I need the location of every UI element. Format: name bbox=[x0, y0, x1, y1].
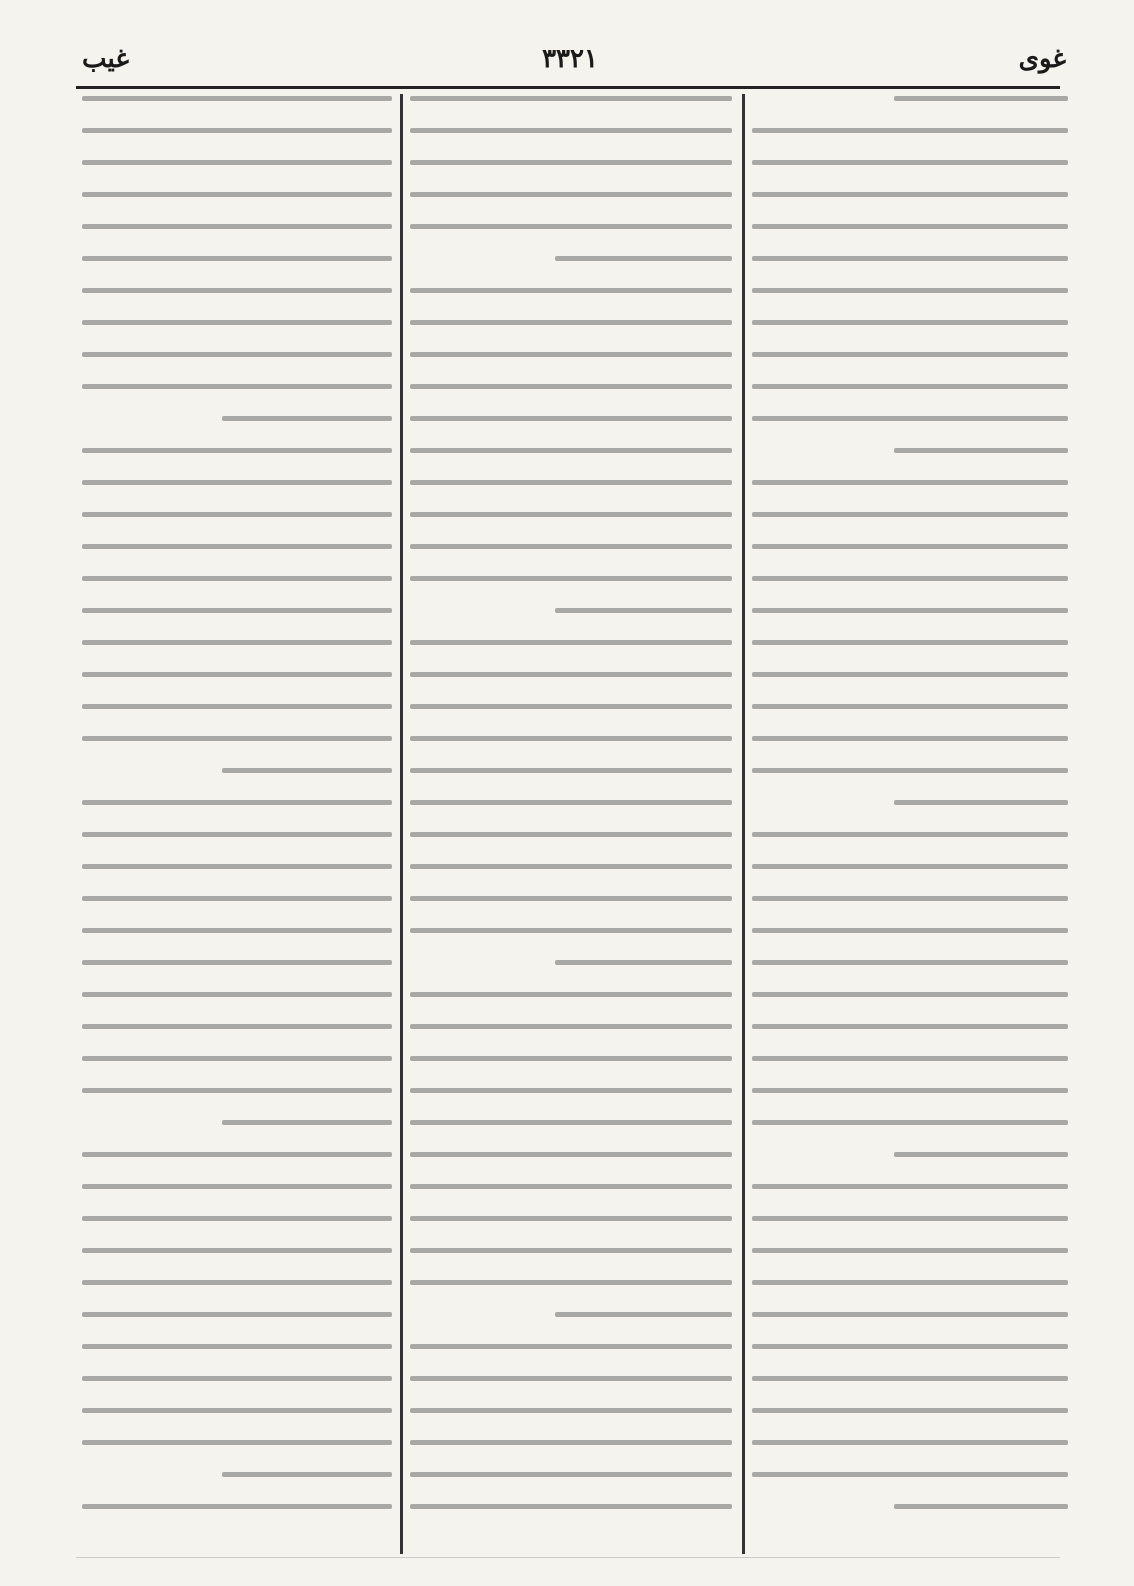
text-line bbox=[410, 1344, 732, 1349]
text-line bbox=[752, 1024, 1068, 1029]
text-line bbox=[82, 192, 392, 197]
text-line bbox=[82, 992, 392, 997]
text-line bbox=[82, 928, 392, 933]
text-line bbox=[410, 352, 732, 357]
text-line bbox=[82, 1376, 392, 1381]
text-line bbox=[410, 128, 732, 133]
text-line bbox=[752, 512, 1068, 517]
text-line bbox=[82, 672, 392, 677]
text-line bbox=[410, 1408, 732, 1413]
text-line bbox=[894, 448, 1068, 453]
text-line bbox=[752, 576, 1068, 581]
text-line bbox=[410, 736, 732, 741]
text-line bbox=[82, 800, 392, 805]
text-line bbox=[82, 352, 392, 357]
text-line bbox=[82, 224, 392, 229]
text-line bbox=[752, 352, 1068, 357]
text-line bbox=[752, 704, 1068, 709]
text-line bbox=[410, 544, 732, 549]
text-line bbox=[410, 1120, 732, 1125]
text-line bbox=[752, 992, 1068, 997]
text-line bbox=[82, 1440, 392, 1445]
text-line bbox=[410, 1184, 732, 1189]
text-line bbox=[752, 224, 1068, 229]
text-line bbox=[82, 704, 392, 709]
text-line bbox=[82, 1312, 392, 1317]
text-line bbox=[410, 192, 732, 197]
text-line bbox=[82, 1056, 392, 1061]
header-entry-right: غوى bbox=[1018, 44, 1066, 74]
text-line bbox=[555, 608, 732, 613]
text-line bbox=[410, 672, 732, 677]
page-number: ٣٣٢١ bbox=[542, 44, 598, 74]
text-line bbox=[410, 96, 732, 101]
text-line bbox=[410, 640, 732, 645]
text-line bbox=[410, 1472, 732, 1477]
text-line bbox=[752, 608, 1068, 613]
text-line bbox=[752, 1344, 1068, 1349]
text-line bbox=[410, 1440, 732, 1445]
text-line bbox=[752, 736, 1068, 741]
text-line bbox=[410, 320, 732, 325]
text-line bbox=[410, 1248, 732, 1253]
text-line bbox=[222, 768, 393, 773]
text-line bbox=[82, 864, 392, 869]
text-line bbox=[752, 480, 1068, 485]
text-line bbox=[752, 1120, 1068, 1125]
text-line bbox=[410, 800, 732, 805]
text-line bbox=[82, 832, 392, 837]
text-line bbox=[82, 736, 392, 741]
text-line bbox=[410, 1216, 732, 1221]
text-line bbox=[82, 1280, 392, 1285]
text-line bbox=[410, 576, 732, 581]
text-line bbox=[410, 832, 732, 837]
text-line bbox=[410, 448, 732, 453]
text-line bbox=[82, 480, 392, 485]
text-line bbox=[410, 768, 732, 773]
text-line bbox=[752, 544, 1068, 549]
text-line bbox=[410, 1024, 732, 1029]
text-line bbox=[82, 448, 392, 453]
text-line bbox=[752, 960, 1068, 965]
text-line bbox=[410, 992, 732, 997]
text-line bbox=[410, 224, 732, 229]
text-line bbox=[555, 256, 732, 261]
text-line bbox=[752, 640, 1068, 645]
text-line bbox=[410, 480, 732, 485]
text-line bbox=[752, 416, 1068, 421]
text-line bbox=[410, 1056, 732, 1061]
text-line bbox=[894, 96, 1068, 101]
text-line bbox=[752, 384, 1068, 389]
text-line bbox=[410, 896, 732, 901]
text-line bbox=[82, 544, 392, 549]
text-line bbox=[752, 256, 1068, 261]
text-line bbox=[82, 256, 392, 261]
text-line bbox=[752, 1312, 1068, 1317]
text-line bbox=[82, 288, 392, 293]
text-line bbox=[82, 1024, 392, 1029]
text-line bbox=[410, 512, 732, 517]
text-line bbox=[410, 1280, 732, 1285]
text-line bbox=[410, 288, 732, 293]
text-line bbox=[82, 608, 392, 613]
text-line bbox=[752, 320, 1068, 325]
text-line bbox=[82, 96, 392, 101]
text-line bbox=[410, 1504, 732, 1509]
text-line bbox=[410, 704, 732, 709]
text-line bbox=[82, 1184, 392, 1189]
text-line bbox=[752, 128, 1068, 133]
text-line bbox=[82, 640, 392, 645]
text-line bbox=[222, 1472, 393, 1477]
text-line bbox=[410, 1152, 732, 1157]
text-line bbox=[82, 1248, 392, 1253]
text-line bbox=[752, 1472, 1068, 1477]
text-line bbox=[410, 384, 732, 389]
column-divider-right bbox=[742, 94, 745, 1554]
text-column-left bbox=[82, 96, 392, 1546]
text-line bbox=[82, 1088, 392, 1093]
text-line bbox=[555, 960, 732, 965]
text-line bbox=[82, 1408, 392, 1413]
text-line bbox=[410, 1088, 732, 1093]
text-line bbox=[82, 1344, 392, 1349]
text-line bbox=[752, 864, 1068, 869]
text-line bbox=[752, 1056, 1068, 1061]
text-column-right bbox=[752, 96, 1068, 1546]
text-line bbox=[222, 416, 393, 421]
text-line bbox=[752, 288, 1068, 293]
text-line bbox=[82, 576, 392, 581]
text-line bbox=[82, 128, 392, 133]
text-line bbox=[752, 1248, 1068, 1253]
text-line bbox=[410, 416, 732, 421]
text-line bbox=[410, 928, 732, 933]
text-line bbox=[894, 1152, 1068, 1157]
text-line bbox=[410, 160, 732, 165]
text-line bbox=[82, 512, 392, 517]
text-line bbox=[82, 384, 392, 389]
header-rule bbox=[76, 86, 1060, 89]
text-line bbox=[752, 896, 1068, 901]
text-line bbox=[752, 928, 1068, 933]
column-divider-left bbox=[400, 94, 403, 1554]
text-line bbox=[752, 1280, 1068, 1285]
text-line bbox=[894, 1504, 1068, 1509]
text-line bbox=[82, 1152, 392, 1157]
text-line bbox=[82, 896, 392, 901]
text-line bbox=[752, 832, 1068, 837]
text-line bbox=[82, 1504, 392, 1509]
text-line bbox=[752, 1376, 1068, 1381]
text-line bbox=[82, 1216, 392, 1221]
text-line bbox=[752, 1184, 1068, 1189]
text-line bbox=[82, 960, 392, 965]
text-line bbox=[752, 1216, 1068, 1221]
text-line bbox=[555, 1312, 732, 1317]
text-line bbox=[752, 672, 1068, 677]
text-line bbox=[222, 1120, 393, 1125]
text-line bbox=[752, 1440, 1068, 1445]
text-line bbox=[82, 160, 392, 165]
text-line bbox=[410, 864, 732, 869]
text-line bbox=[82, 320, 392, 325]
header-entry-left: غيب bbox=[82, 44, 129, 74]
text-column-middle bbox=[410, 96, 732, 1546]
text-line bbox=[410, 1376, 732, 1381]
text-line bbox=[752, 768, 1068, 773]
text-line bbox=[752, 1408, 1068, 1413]
text-line bbox=[752, 160, 1068, 165]
text-line bbox=[752, 1088, 1068, 1093]
page-bottom-edge bbox=[76, 1557, 1060, 1558]
text-line bbox=[752, 192, 1068, 197]
text-line bbox=[894, 800, 1068, 805]
